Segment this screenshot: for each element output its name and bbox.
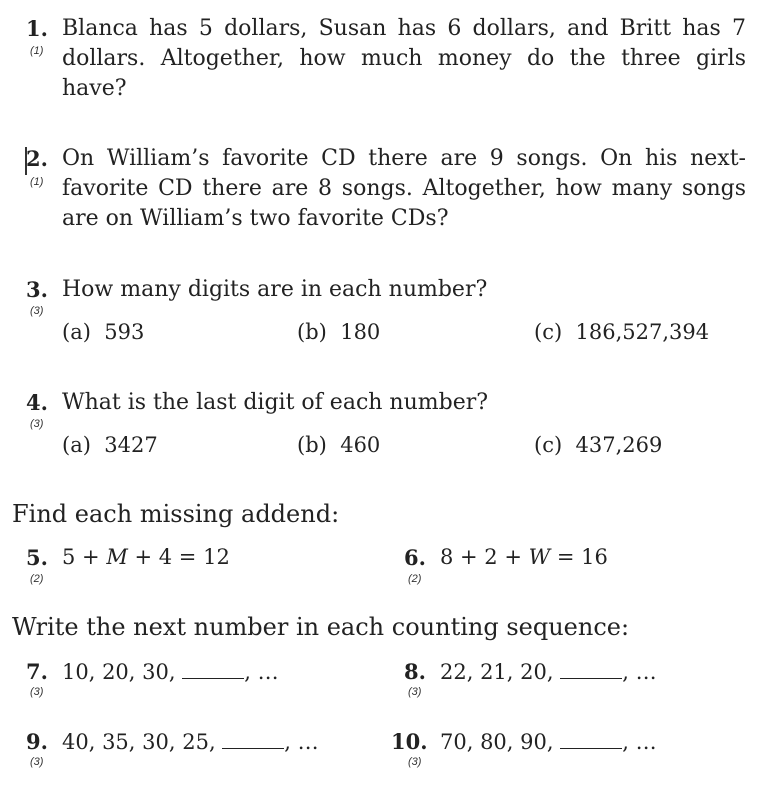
part-label: (b)	[297, 320, 327, 344]
problem-4-number: 4.	[26, 390, 48, 415]
problem-10-reference: (3)	[408, 756, 422, 768]
problem-1-reference: (1)	[30, 45, 44, 57]
problem-4-part-c	[534, 433, 662, 457]
part-label: (a)	[62, 320, 91, 344]
problem-3-reference: (3)	[30, 305, 44, 317]
part-value: 3427	[104, 433, 158, 457]
part-value: 180	[340, 320, 381, 344]
part-value: 593	[104, 320, 145, 344]
problem-3-number: 3.	[26, 277, 48, 302]
sequence-tail: , …	[284, 730, 319, 754]
answer-blank[interactable]	[560, 728, 622, 749]
part-label: (a)	[62, 433, 91, 457]
answer-blank[interactable]	[222, 728, 284, 749]
problem-6-reference: (2)	[408, 573, 422, 585]
problem-7-number: 7.	[26, 659, 48, 684]
part-value: 437,269	[575, 433, 663, 457]
problem-7-reference: (3)	[30, 686, 44, 698]
problem-10-number: 10.	[391, 729, 428, 754]
problem-5-reference: (2)	[30, 573, 44, 585]
problem-3-part-a	[62, 320, 144, 344]
problem-2-number: 2.	[26, 146, 48, 171]
problem-4-reference: (3)	[30, 418, 44, 430]
problem-4-text: What is the last digit of each number?	[62, 390, 489, 415]
problem-2-reference: (1)	[30, 176, 44, 188]
problem-3-part-c	[534, 320, 709, 344]
problem-1-number: 1.	[26, 16, 48, 41]
problem-5-equation	[62, 545, 230, 569]
equation-left: 8 + 2 +	[440, 545, 529, 569]
problem-8-reference: (3)	[408, 686, 422, 698]
problem-9-reference: (3)	[30, 756, 44, 768]
problem-8-number: 8.	[404, 659, 426, 684]
part-label: (c)	[534, 320, 563, 344]
problem-2-text: On William’s favorite CD there are 9 songs. On his next-favorite CD there are 8 songs. Altogether, how many songs are on William’s two favorite CDs?	[62, 146, 746, 231]
variable-m: M	[106, 545, 128, 569]
problem-3-part-b	[297, 320, 380, 344]
sequence-tail: , …	[244, 660, 279, 684]
problem-5-number: 5.	[26, 545, 48, 570]
section-heading-addend: Find each missing addend:	[12, 500, 340, 528]
problem-3-text: How many digits are in each number?	[62, 277, 488, 302]
sequence-values: 10, 20, 30,	[62, 660, 183, 684]
part-value: 186,527,394	[575, 320, 710, 344]
problem-9-number: 9.	[26, 729, 48, 754]
variable-w: W	[528, 545, 551, 569]
problem-4-part-a	[62, 433, 158, 457]
problem-1-text: Blanca has 5 dollars, Susan has 6 dollars, and Britt has 7 dollars. Altogether, how much money do the three girls have?	[62, 16, 746, 101]
problem-6-equation	[440, 545, 608, 569]
part-label: (c)	[534, 433, 563, 457]
answer-blank[interactable]	[182, 658, 244, 679]
problem-7-sequence	[62, 658, 279, 684]
section-heading-sequence: Write the next number in each counting sequence:	[12, 613, 630, 641]
sequence-tail: , …	[622, 730, 657, 754]
problem-9-sequence	[62, 728, 319, 754]
part-label: (b)	[297, 433, 327, 457]
equation-right: = 16	[550, 545, 608, 569]
sequence-tail: , …	[622, 660, 657, 684]
equation-right: + 4 = 12	[127, 545, 230, 569]
problem-4-part-b	[297, 433, 380, 457]
part-value: 460	[340, 433, 381, 457]
problem-10-sequence	[440, 728, 657, 754]
equation-left: 5 +	[62, 545, 107, 569]
sequence-values: 40, 35, 30, 25,	[62, 730, 223, 754]
answer-blank[interactable]	[560, 658, 622, 679]
sequence-values: 70, 80, 90,	[440, 730, 561, 754]
sequence-values: 22, 21, 20,	[440, 660, 561, 684]
problem-6-number: 6.	[404, 545, 426, 570]
problem-8-sequence	[440, 658, 657, 684]
